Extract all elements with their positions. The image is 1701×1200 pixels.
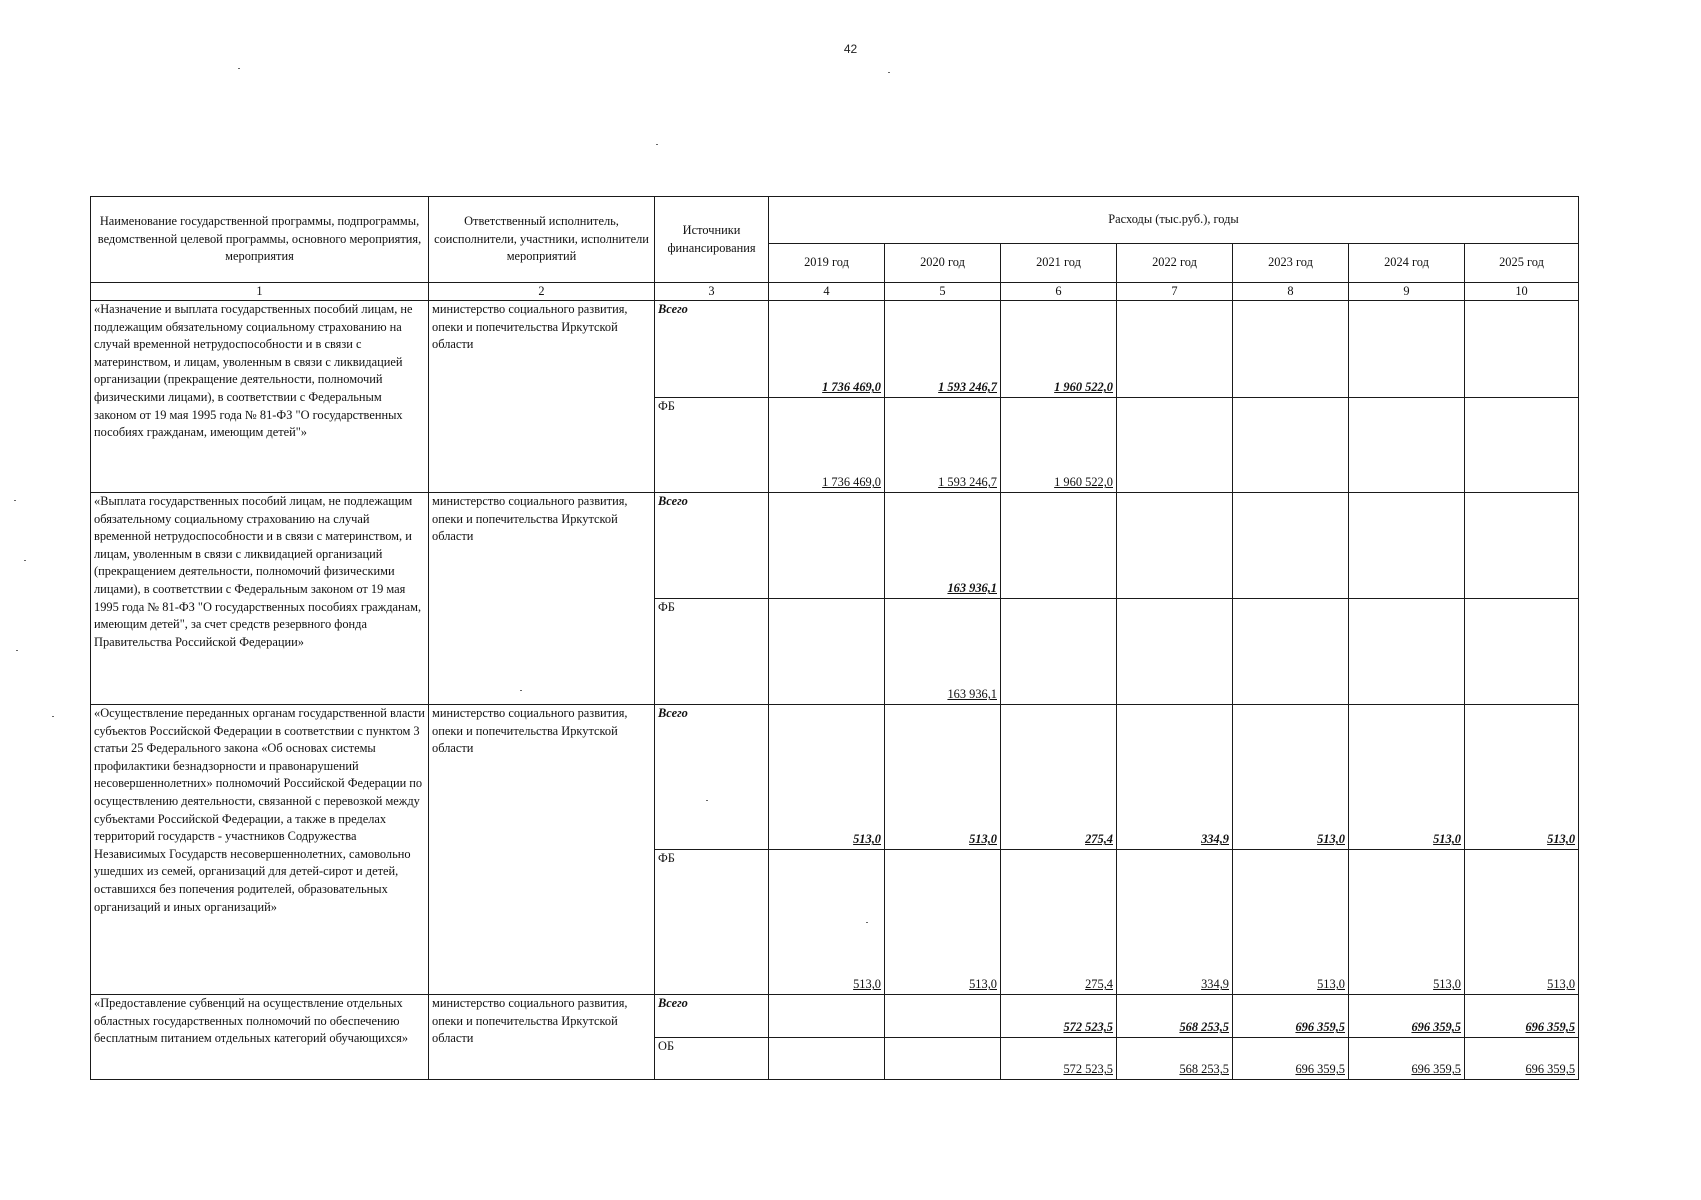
column-number: 2 bbox=[429, 283, 655, 301]
expense-value: 163 936,1 bbox=[885, 599, 1001, 705]
header-year: 2024 год bbox=[1349, 244, 1465, 283]
expense-value bbox=[769, 995, 885, 1038]
expense-value: 513,0 bbox=[1465, 705, 1579, 850]
expense-value: 696 359,5 bbox=[1233, 995, 1349, 1038]
expense-value: 572 523,5 bbox=[1001, 995, 1117, 1038]
expense-value bbox=[1465, 599, 1579, 705]
activity-name: «Предоставление субвенций на осуществление отдельных областных государственных полномочий по обеспечению бесплатным питанием отдельных категорий обучающихся» bbox=[91, 995, 429, 1080]
expense-value bbox=[1349, 599, 1465, 705]
expense-value bbox=[1349, 398, 1465, 493]
column-number: 1 bbox=[91, 283, 429, 301]
expense-value: 1 736 469,0 bbox=[769, 301, 885, 398]
header-name: Наименование государственной программы, подпрограммы, ведомственной целевой программы, основного мероприятия, мероприятия bbox=[91, 197, 429, 283]
expense-value bbox=[769, 493, 885, 599]
expense-value: 568 253,5 bbox=[1117, 995, 1233, 1038]
activity-name: «Выплата государственных пособий лицам, не подлежащим обязательному социальному страхованию на случай временной нетрудоспособности и в связи с материнством, и лицам, уволенным в связи с ликвидацией организаций (прекращением деятельности, полномочий физическими лицами), в соответствии с Федеральным законом от 19 мая 1995 года № 81-ФЗ "О государственных пособиях гражданам, имеющим детей", за счет средств резервного фонда Правительства Российской Федерации» bbox=[91, 493, 429, 705]
expense-value bbox=[1233, 599, 1349, 705]
scan-speck bbox=[238, 68, 240, 69]
column-number: 9 bbox=[1349, 283, 1465, 301]
column-number: 4 bbox=[769, 283, 885, 301]
expense-value bbox=[1349, 301, 1465, 398]
expense-value: 1 593 246,7 bbox=[885, 301, 1001, 398]
header-year: 2023 год bbox=[1233, 244, 1349, 283]
scan-speck bbox=[14, 500, 16, 501]
expense-value bbox=[885, 995, 1001, 1038]
expense-value: 513,0 bbox=[1349, 850, 1465, 995]
header-row bbox=[91, 197, 1579, 244]
column-number-row bbox=[91, 283, 1579, 301]
funding-source: Всего bbox=[655, 705, 769, 850]
expense-value bbox=[1349, 493, 1465, 599]
expense-value: 513,0 bbox=[1233, 705, 1349, 850]
expense-value: 275,4 bbox=[1001, 850, 1117, 995]
activity-executor: министерство социального развития, опеки и попечительства Иркутской области bbox=[429, 301, 655, 493]
expense-value: 696 359,5 bbox=[1465, 995, 1579, 1038]
expense-value bbox=[1117, 599, 1233, 705]
page-number: 42 bbox=[843, 42, 858, 56]
column-number: 6 bbox=[1001, 283, 1117, 301]
header-year: 2022 год bbox=[1117, 244, 1233, 283]
expense-value: 568 253,5 bbox=[1117, 1038, 1233, 1080]
column-number: 3 bbox=[655, 283, 769, 301]
activity-name: «Осуществление переданных органам государственной власти субъектов Российской Федерации в соответствии с пунктом 3 статьи 25 Федерального закона «Об основах системы профилактики безнадзорности и правонарушений несовершеннолетних» полномочий Российской Федерации по осуществлению деятельности, связанной с перевозкой между субъектами Российской Федерации, а также в пределах территорий государств - участников Содружества Независимых Государств несовершеннолетних, самовольно ушедших из семей, организаций для детей-сирот и детей, оставшихся без попечения родителей, образовательных организаций и иных организаций» bbox=[91, 705, 429, 995]
column-number: 5 bbox=[885, 283, 1001, 301]
header-expenses: Расходы (тыс.руб.), годы bbox=[769, 197, 1579, 244]
budget-table bbox=[90, 196, 1579, 1080]
expense-value: 334,9 bbox=[1117, 850, 1233, 995]
expense-value bbox=[769, 1038, 885, 1080]
expense-value: 163 936,1 bbox=[885, 493, 1001, 599]
header-source: Источники финансирования bbox=[655, 197, 769, 283]
funding-source: ФБ bbox=[655, 599, 769, 705]
funding-source: ФБ bbox=[655, 398, 769, 493]
scan-speck bbox=[888, 72, 890, 73]
scan-speck bbox=[52, 716, 54, 717]
header-executor: Ответственный исполнитель, соисполнители, участники, исполнители мероприятий bbox=[429, 197, 655, 283]
header-year: 2025 год bbox=[1465, 244, 1579, 283]
expense-value bbox=[1117, 301, 1233, 398]
expense-value bbox=[1465, 493, 1579, 599]
expense-value: 513,0 bbox=[1233, 850, 1349, 995]
expense-value bbox=[885, 1038, 1001, 1080]
table-row bbox=[91, 493, 1579, 599]
expense-value: 513,0 bbox=[1465, 850, 1579, 995]
expense-value: 696 359,5 bbox=[1349, 1038, 1465, 1080]
column-number: 8 bbox=[1233, 283, 1349, 301]
expense-value bbox=[1117, 398, 1233, 493]
funding-source: Всего bbox=[655, 493, 769, 599]
expense-value: 572 523,5 bbox=[1001, 1038, 1117, 1080]
expense-value: 696 359,5 bbox=[1349, 995, 1465, 1038]
header-year: 2019 год bbox=[769, 244, 885, 283]
expense-value: 1 960 522,0 bbox=[1001, 301, 1117, 398]
activity-executor: министерство социального развития, опеки и попечительства Иркутской области bbox=[429, 995, 655, 1080]
activity-executor: министерство социального развития, опеки и попечительства Иркутской области bbox=[429, 493, 655, 705]
activity-name: «Назначение и выплата государственных пособий лицам, не подлежащим обязательному социальному страхованию на случай временной нетрудоспособности и в связи с материнством, и лицам, уволенным в связи с ликвидацией организации (прекращение деятельности, полномочий физическими лицами), в соответствии с Федеральным законом от 19 мая 1995 года № 81-ФЗ "О государственных пособиях гражданам, имеющим детей"» bbox=[91, 301, 429, 493]
header-year: 2020 год bbox=[885, 244, 1001, 283]
header-year: 2021 год bbox=[1001, 244, 1117, 283]
funding-source: ФБ bbox=[655, 850, 769, 995]
expense-value: 513,0 bbox=[885, 705, 1001, 850]
expense-value bbox=[1233, 493, 1349, 599]
expense-value: 1 960 522,0 bbox=[1001, 398, 1117, 493]
expense-value bbox=[1465, 301, 1579, 398]
expense-value: 1 736 469,0 bbox=[769, 398, 885, 493]
expense-value: 513,0 bbox=[769, 850, 885, 995]
scan-speck bbox=[656, 144, 658, 145]
scan-speck bbox=[16, 650, 18, 651]
expense-value: 513,0 bbox=[769, 705, 885, 850]
expense-value: 334,9 bbox=[1117, 705, 1233, 850]
expense-value bbox=[1001, 493, 1117, 599]
expense-value: 696 359,5 bbox=[1233, 1038, 1349, 1080]
expense-value: 275,4 bbox=[1001, 705, 1117, 850]
table-row bbox=[91, 995, 1579, 1038]
expense-value bbox=[769, 599, 885, 705]
funding-source: Всего bbox=[655, 995, 769, 1038]
expense-value bbox=[1117, 493, 1233, 599]
funding-source: Всего bbox=[655, 301, 769, 398]
expense-value bbox=[1233, 398, 1349, 493]
expense-value: 1 593 246,7 bbox=[885, 398, 1001, 493]
expense-value: 513,0 bbox=[885, 850, 1001, 995]
table-row bbox=[91, 705, 1579, 850]
scan-speck bbox=[24, 560, 26, 561]
column-number: 10 bbox=[1465, 283, 1579, 301]
expense-value: 696 359,5 bbox=[1465, 1038, 1579, 1080]
expense-value: 513,0 bbox=[1349, 705, 1465, 850]
expense-value bbox=[1465, 398, 1579, 493]
expense-value bbox=[1233, 301, 1349, 398]
activity-executor: министерство социального развития, опеки и попечительства Иркутской области bbox=[429, 705, 655, 995]
expense-value bbox=[1001, 599, 1117, 705]
funding-source: ОБ bbox=[655, 1038, 769, 1080]
column-number: 7 bbox=[1117, 283, 1233, 301]
table-row bbox=[91, 301, 1579, 398]
